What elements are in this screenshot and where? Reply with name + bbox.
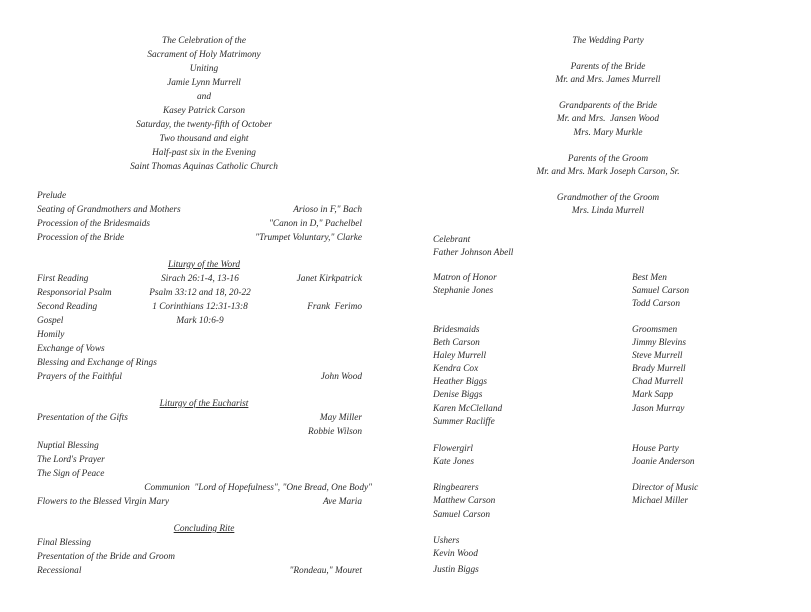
header-line: The Celebration of the xyxy=(162,36,246,46)
person-name: Mr. and Mrs. James Murrell xyxy=(555,75,661,85)
program-item-music: "Rondeau," Mouret xyxy=(289,566,362,576)
program-item-label: Procession of the Bridesmaids xyxy=(37,219,151,229)
role-label: Director of Music xyxy=(632,483,699,493)
person-name: Karen McClelland xyxy=(433,404,503,414)
header-line: and xyxy=(197,92,211,102)
person-name: Kendra Cox xyxy=(433,364,479,374)
person-name: Matthew Carson xyxy=(433,496,496,506)
ceremony-time: Half-past six in the Evening xyxy=(152,148,256,158)
role-label: Matron of Honor xyxy=(433,273,497,283)
program-item-music: Arioso in F," Bach xyxy=(293,205,362,215)
person-name: Mrs. Linda Murrell xyxy=(571,206,645,216)
program-item-label: Recessional xyxy=(37,566,82,576)
person-name: Samuel Carson xyxy=(632,286,690,296)
role-label: Groomsmen xyxy=(632,325,678,335)
program-item-label: Gospel xyxy=(37,316,64,326)
program-item-label: Exchange of Vows xyxy=(37,344,105,354)
program-item-label: Homily xyxy=(37,330,65,340)
communion-music: Communion "Lord of Hopefulness", "One Bread, One Body" xyxy=(144,483,372,493)
program-item-label: Presentation of the Gifts xyxy=(37,413,128,423)
person-name: Beth Carson xyxy=(433,338,480,348)
program-item-label: Nuptial Blessing xyxy=(37,441,99,451)
person-name: Haley Murrell xyxy=(433,351,487,361)
person-name: Mrs. Mary Murkle xyxy=(573,128,643,138)
program-item-label: Flowers to the Blessed Virgin Mary xyxy=(37,497,169,507)
person-name: Stephanie Jones xyxy=(433,286,494,296)
person-name: Denise Biggs xyxy=(433,390,483,400)
person-name: Chad Murrell xyxy=(632,377,684,387)
role-label: Flowergirl xyxy=(433,444,473,454)
person-name: Jason Murray xyxy=(632,404,685,414)
program-item-label: Presentation of the Bride and Groom xyxy=(37,552,175,562)
prelude-title: Prelude xyxy=(37,191,67,201)
person-name: Mark Sapp xyxy=(632,390,674,400)
role-label: Celebrant xyxy=(433,235,471,245)
role-label: House Party xyxy=(632,444,679,454)
header-line: Uniting xyxy=(189,64,219,74)
liturgy-word-heading: Liturgy of the Word xyxy=(167,260,241,270)
person-name: Steve Murrell xyxy=(632,351,683,361)
program-item-label: First Reading xyxy=(37,274,89,284)
person-name: Father Johnson Abell xyxy=(433,248,514,258)
person-name: Michael Miller xyxy=(632,496,689,506)
role-label: Best Men xyxy=(632,273,667,283)
scripture-reference: Sirach 26:1-4, 13-16 xyxy=(161,274,239,284)
reader-name: Frank Ferimo xyxy=(307,302,362,312)
liturgy-eucharist-heading: Liturgy of the Eucharist xyxy=(159,399,249,409)
bride-name: Jamie Lynn Murrell xyxy=(167,78,241,88)
wedding-party-title: The Wedding Party xyxy=(572,36,644,46)
role-label: Ringbearers xyxy=(433,483,479,493)
concluding-rite-heading: Concluding Rite xyxy=(173,524,235,534)
person-name: Justin Biggs xyxy=(433,565,479,575)
program-item-music: "Trumpet Voluntary," Clarke xyxy=(255,233,362,243)
groom-name: Kasey Patrick Carson xyxy=(162,106,246,116)
ceremony-venue: Saint Thomas Aquinas Catholic Church xyxy=(130,162,278,172)
person-name: Heather Biggs xyxy=(433,377,487,387)
role-label: Parents of the Groom xyxy=(567,154,649,164)
program-item-label: Seating of Grandmothers and Mothers xyxy=(37,205,181,215)
gift-bearer-name: Robbie Wilson xyxy=(308,427,362,437)
header-line: Sacrament of Holy Matrimony xyxy=(147,50,261,60)
role-label: Grandparents of the Bride xyxy=(558,101,658,111)
person-name: Joanie Anderson xyxy=(632,457,695,467)
program-right-page xyxy=(405,0,811,612)
person-name: Brady Murrell xyxy=(632,364,686,374)
ceremony-date: Saturday, the twenty-fifth of October xyxy=(136,120,272,130)
program-item-label: Final Blessing xyxy=(37,538,91,548)
person-name: Mr. and Mrs. Mark Joseph Carson, Sr. xyxy=(536,167,680,177)
program-item-music: "Canon in D," Pachelbel xyxy=(268,219,362,229)
person-name: Summer Racliffe xyxy=(433,417,495,427)
program-item-label: Responsorial Psalm xyxy=(37,288,112,298)
role-label: Bridesmaids xyxy=(433,325,480,335)
person-name: Jimmy Blevins xyxy=(632,338,686,348)
reader-name: John Wood xyxy=(320,372,362,382)
ceremony-year: Two thousand and eight xyxy=(159,134,249,144)
program-item-label: The Sign of Peace xyxy=(37,469,105,479)
program-item-label: Procession of the Bride xyxy=(37,233,125,243)
program-item-label: Prayers of the Faithful xyxy=(37,372,122,382)
scripture-reference: Psalm 33:12 and 18, 20-22 xyxy=(149,288,251,298)
program-item-label: Second Reading xyxy=(37,302,98,312)
program-item-music: Ave Maria xyxy=(323,497,362,507)
person-name: Kevin Wood xyxy=(433,549,478,559)
person-name: Todd Carson xyxy=(632,299,680,309)
gift-bearer-name: May Miller xyxy=(319,413,362,423)
program-item-label: The Lord's Prayer xyxy=(37,455,105,465)
role-label: Grandmother of the Groom xyxy=(556,193,660,203)
scripture-reference: Mark 10:6-9 xyxy=(176,316,224,326)
program-item-label: Blessing and Exchange of Rings xyxy=(37,358,157,368)
person-name: Samuel Carson xyxy=(433,510,491,520)
role-label: Parents of the Bride xyxy=(570,62,646,72)
person-name: Mr. and Mrs. Jansen Wood xyxy=(556,114,660,124)
program-left-page xyxy=(0,0,405,612)
reader-name: Janet Kirkpatrick xyxy=(296,274,362,284)
person-name: Kate Jones xyxy=(433,457,475,467)
role-label: Ushers xyxy=(433,536,460,546)
scripture-reference: 1 Corinthians 12:31-13:8 xyxy=(152,302,248,312)
